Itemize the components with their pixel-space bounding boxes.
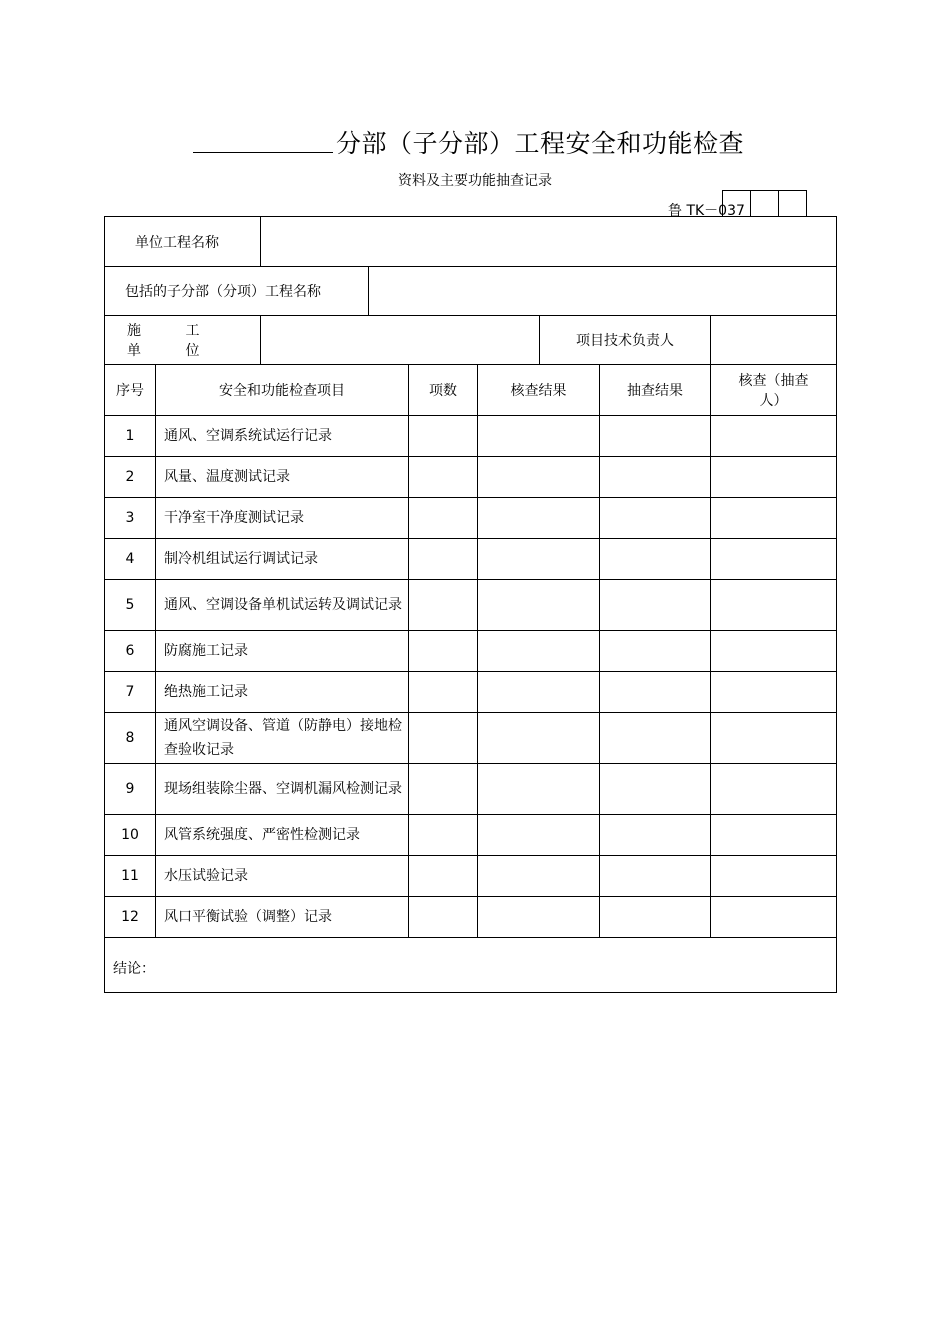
page-subtitle: 资料及主要功能抽查记录: [398, 173, 552, 189]
sub-project-field[interactable]: [369, 267, 837, 316]
row-check-result-cell[interactable]: [478, 631, 600, 672]
col-header-checker: 核查（抽查人）: [711, 365, 837, 416]
table-row: [105, 897, 837, 938]
row-checker-cell[interactable]: [711, 764, 837, 815]
table-row: [105, 764, 837, 815]
row-number: 3: [105, 498, 156, 539]
row-item: 风量、温度测试记录: [156, 457, 409, 498]
row-check-result-cell[interactable]: [478, 897, 600, 938]
row-spot-result-cell[interactable]: [600, 815, 711, 856]
row-item: 风管系统强度、严密性检测记录: [156, 815, 409, 856]
row-check-result-cell[interactable]: [478, 539, 600, 580]
row-item: 防腐施工记录: [156, 631, 409, 672]
row-checker-cell[interactable]: [711, 498, 837, 539]
row-spot-result-cell[interactable]: [600, 764, 711, 815]
row-number: 12: [105, 897, 156, 938]
col-header-spot-result: 抽查结果: [600, 365, 711, 416]
row-check-result-cell[interactable]: [478, 856, 600, 897]
row-checker-cell[interactable]: [711, 457, 837, 498]
row-item: 通风空调设备、管道（防静电）接地检查验收记录: [156, 713, 409, 764]
row-checker-cell[interactable]: [711, 897, 837, 938]
row-number: 11: [105, 856, 156, 897]
table-row: [105, 631, 837, 672]
row-count-cell[interactable]: [409, 764, 478, 815]
row-count-cell[interactable]: [409, 672, 478, 713]
table-row: [105, 815, 837, 856]
col-header-check-result: 核查结果: [478, 365, 600, 416]
row-spot-result-cell[interactable]: [600, 672, 711, 713]
row-checker-cell[interactable]: [711, 672, 837, 713]
row-count-cell[interactable]: [409, 631, 478, 672]
row-item: 通风、空调设备单机试运转及调试记录: [156, 580, 409, 631]
col-header-no: 序号: [105, 365, 156, 416]
row-spot-result-cell[interactable]: [600, 897, 711, 938]
row-checker-cell[interactable]: [711, 815, 837, 856]
row-item: 现场组装除尘器、空调机漏风检测记录: [156, 764, 409, 815]
table-row: [105, 416, 837, 457]
tech-lead-field[interactable]: [711, 316, 837, 365]
row-check-result-cell[interactable]: [478, 457, 600, 498]
row-checker-cell[interactable]: [711, 713, 837, 764]
row-check-result-cell[interactable]: [478, 672, 600, 713]
row-number: 5: [105, 580, 156, 631]
table-row: [105, 457, 837, 498]
table-row: [105, 498, 837, 539]
row-spot-result-cell[interactable]: [600, 856, 711, 897]
row-number: 10: [105, 815, 156, 856]
row-spot-result-cell[interactable]: [600, 713, 711, 764]
row-number: 1: [105, 416, 156, 457]
row-spot-result-cell[interactable]: [600, 631, 711, 672]
row-count-cell[interactable]: [409, 416, 478, 457]
row-count-cell[interactable]: [409, 580, 478, 631]
row-number: 6: [105, 631, 156, 672]
table-row: [105, 856, 837, 897]
rows-body: [105, 416, 837, 938]
contractor-field[interactable]: [261, 316, 540, 365]
row-spot-result-cell[interactable]: [600, 416, 711, 457]
row-spot-result-cell[interactable]: [600, 580, 711, 631]
unit-project-label: 单位工程名称: [105, 217, 261, 267]
title-blank-line: [193, 152, 333, 153]
row-count-cell[interactable]: [409, 856, 478, 897]
table-row: [105, 672, 837, 713]
row-check-result-cell[interactable]: [478, 764, 600, 815]
contractor-label: 施 工 单 位: [105, 316, 261, 365]
row-item: 干净室干净度测试记录: [156, 498, 409, 539]
row-spot-result-cell[interactable]: [600, 498, 711, 539]
row-checker-cell[interactable]: [711, 416, 837, 457]
code-box[interactable]: [778, 190, 807, 216]
row-checker-cell[interactable]: [711, 856, 837, 897]
row-item: 制冷机组试运行调试记录: [156, 539, 409, 580]
tech-lead-label: 项目技术负责人: [540, 316, 711, 365]
page-title: 分部（子分部）工程安全和功能检查: [336, 129, 745, 158]
row-item: 通风、空调系统试运行记录: [156, 416, 409, 457]
row-check-result-cell[interactable]: [478, 713, 600, 764]
row-checker-cell[interactable]: [711, 580, 837, 631]
row-check-result-cell[interactable]: [478, 498, 600, 539]
unit-project-field[interactable]: [261, 217, 837, 267]
row-spot-result-cell[interactable]: [600, 539, 711, 580]
row-check-result-cell[interactable]: [478, 416, 600, 457]
row-check-result-cell[interactable]: [478, 815, 600, 856]
col-header-item: 安全和功能检查项目: [156, 365, 409, 416]
row-count-cell[interactable]: [409, 713, 478, 764]
row-item: 水压试验记录: [156, 856, 409, 897]
row-check-result-cell[interactable]: [478, 580, 600, 631]
row-count-cell[interactable]: [409, 815, 478, 856]
row-count-cell[interactable]: [409, 897, 478, 938]
row-count-cell[interactable]: [409, 539, 478, 580]
row-count-cell[interactable]: [409, 498, 478, 539]
row-item: 风口平衡试验（调整）记录: [156, 897, 409, 938]
row-number: 4: [105, 539, 156, 580]
table-row: [105, 580, 837, 631]
code-box[interactable]: [750, 190, 779, 216]
form-code: 鲁 TK－037: [668, 203, 745, 219]
row-item: 绝热施工记录: [156, 672, 409, 713]
row-number: 8: [105, 713, 156, 764]
table-row: [105, 539, 837, 580]
sub-project-label: 包括的子分部（分项）工程名称: [105, 267, 369, 316]
row-number: 2: [105, 457, 156, 498]
check-record-table: [104, 216, 837, 993]
row-number: 7: [105, 672, 156, 713]
table-row: [105, 713, 837, 764]
row-count-cell[interactable]: [409, 457, 478, 498]
row-spot-result-cell[interactable]: [600, 457, 711, 498]
row-checker-cell[interactable]: [711, 539, 837, 580]
conclusion-label: 结论：: [105, 938, 837, 993]
col-header-count: 项数: [409, 365, 478, 416]
row-number: 9: [105, 764, 156, 815]
row-checker-cell[interactable]: [711, 631, 837, 672]
